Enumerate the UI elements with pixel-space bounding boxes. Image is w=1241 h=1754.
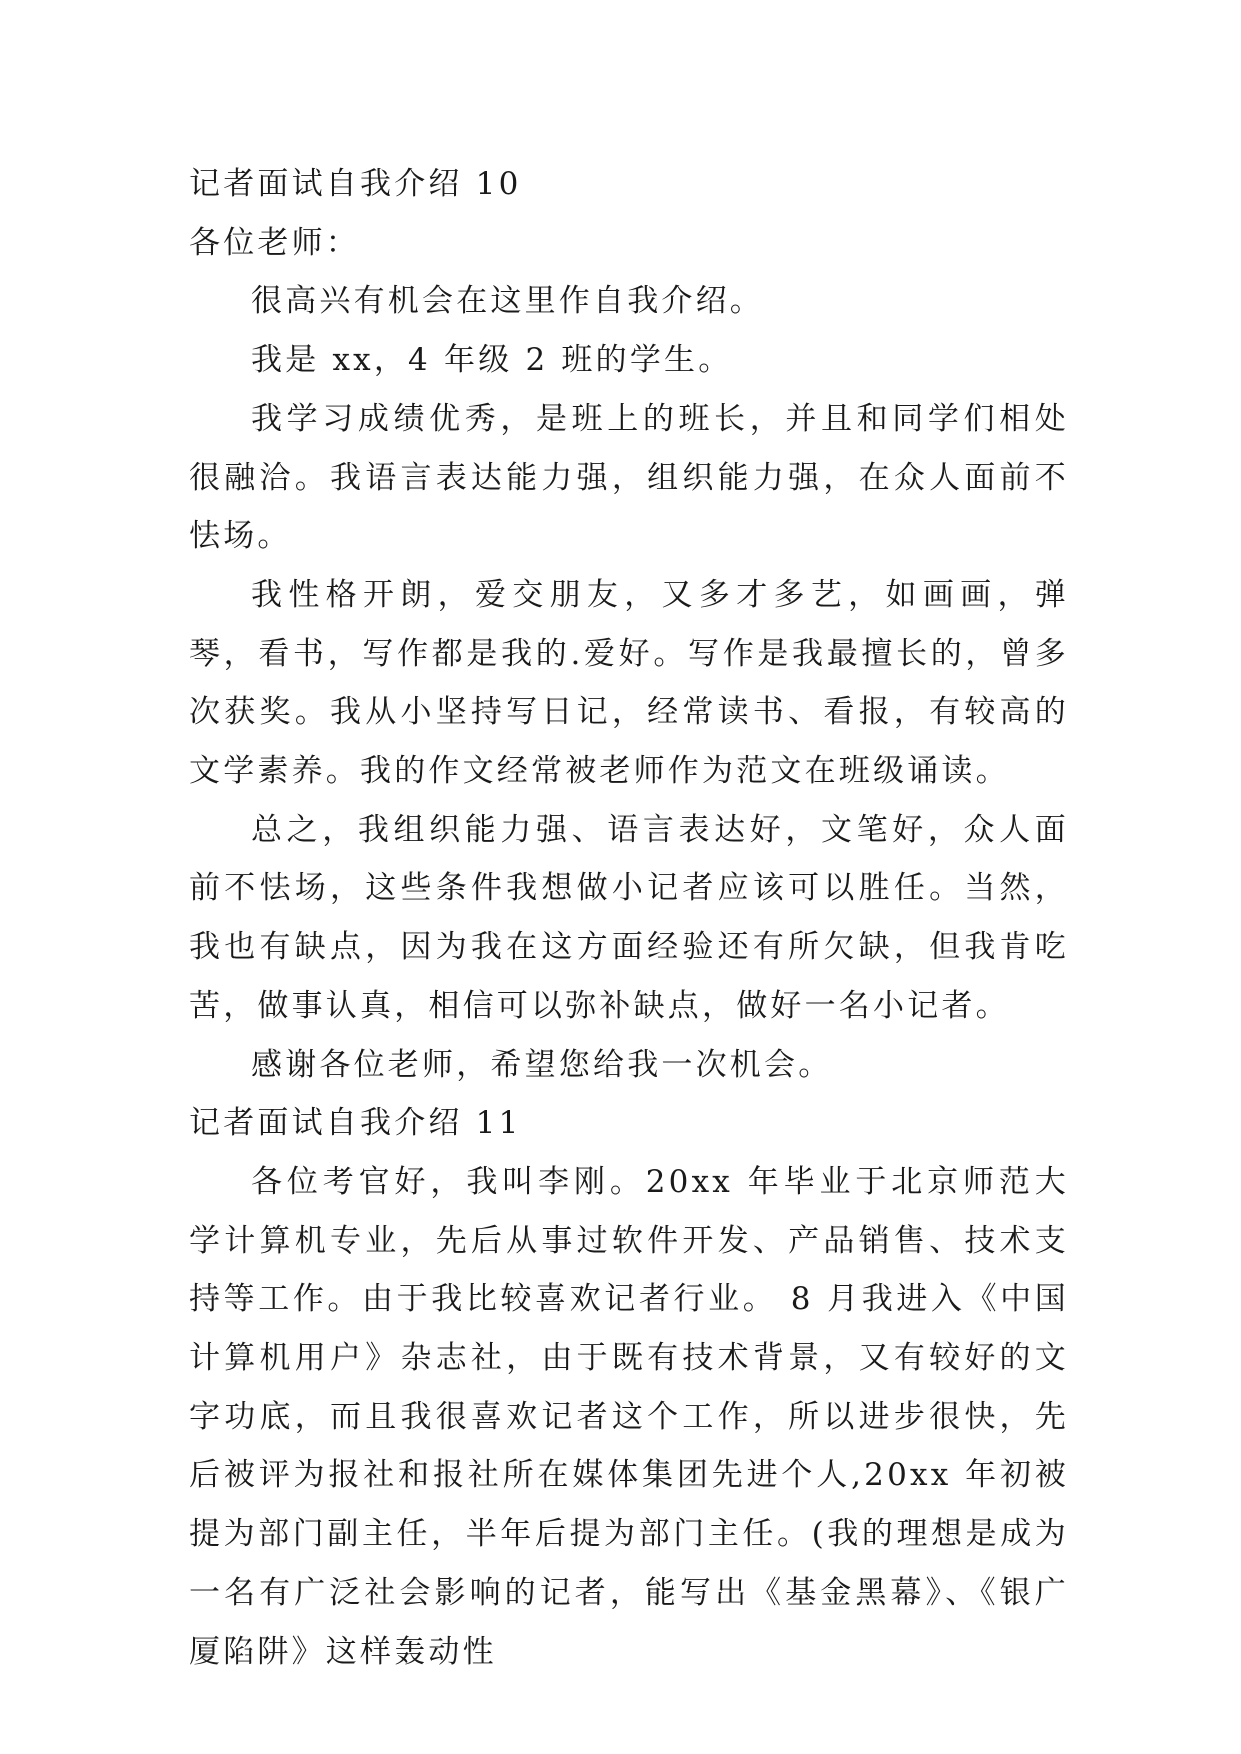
section-10-paragraph-1: 很高兴有机会在这里作自我介绍。: [251, 283, 764, 320]
section-10-title: 记者面试自我介绍 10: [189, 166, 522, 202]
section-11-paragraph-1: 各位考官好，我叫李刚。20xx 年毕业于北京师范大学计算机专业，先后从事过软件开发、产品销售、技术支持等工作。由于我比较喜欢记者行业。 8 月我进入《中国计算机用户》杂志社，由于既有技术背景，又有较好的文字功底，而且我很喜欢记者这个工作，所以进步很快，先后被评为报社和报社所在媒体集团先进个人,20xx 年初被提为部门副主任，半年后提为部门主任。(我的理想是成为一名有广泛社会影响的记者，能写出《基金黑幕》、《银广厦陷阱》这样轰动性: [189, 1163, 1069, 1670]
section-10-paragraph-5: 总之，我组织能力强、语言表达好，文笔好，众人面前不怯场，这些条件我想做小记者应该可以胜任。当然，我也有缺点，因为我在这方面经验还有所欠缺，但我肯吃苦，做事认真，相信可以弥补缺点，做好一名小记者。: [189, 811, 1069, 1024]
section-10-paragraph-4: 我性格开朗，爱交朋友，又多才多艺，如画画，弹琴，看书，写作都是我的.爱好。写作是我最擅长的，曾多次获奖。我从小坚持写日记，经常读书、看报，有较高的文学素养。我的作文经常被老师作为范文在班级诵读。: [189, 576, 1069, 790]
section-10-paragraph-6: 感谢各位老师，希望您给我一次机会。: [251, 1046, 833, 1083]
document-body: [189, 155, 1069, 1681]
section-10-paragraph-3: 我学习成绩优秀，是班上的班长，并且和同学们相处很融洽。我语言表达能力强，组织能力强，在众人面前不怯场。: [189, 400, 1069, 555]
section-10-paragraph-2: 我是 xx，4 年级 2 班的学生。: [251, 342, 733, 379]
section-11-title: 记者面试自我介绍 11: [189, 1105, 522, 1142]
section-10-salutation: 各位老师：: [189, 224, 360, 261]
